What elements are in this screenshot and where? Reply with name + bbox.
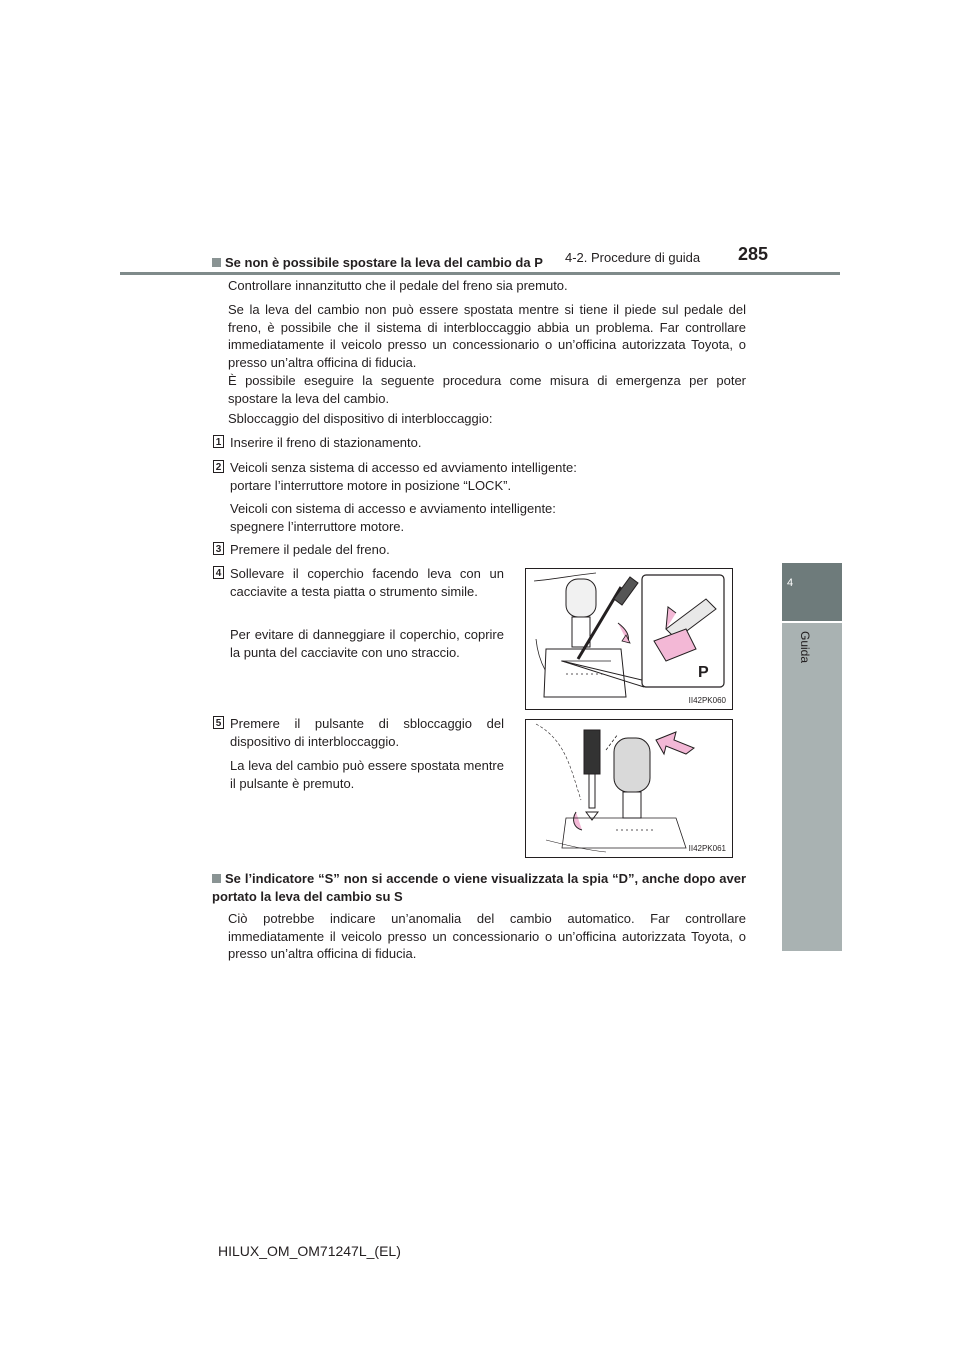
step-3-text: Premere il pedale del freno. bbox=[230, 542, 390, 557]
section1-paragraph-1: Controllare innanzitutto che il pedale del freno sia premuto. bbox=[228, 278, 568, 293]
section1-paragraph-3: È possibile eseguire la seguente procedura come misura di emergenza per poter spostare la leva del cambio. bbox=[228, 373, 746, 406]
step-5-note: La leva del cambio può essere spostata mentre il pulsante è premuto. bbox=[230, 758, 504, 791]
step-5-text: Premere il pulsante di sbloccaggio del dispositivo di interbloccaggio. bbox=[230, 716, 504, 749]
step-1-text: Inserire il freno di stazionamento. bbox=[230, 435, 422, 450]
step-2-text-b: portare l’interruttore motore in posizione “LOCK”. bbox=[230, 478, 512, 493]
step-number-1: 1 bbox=[213, 435, 224, 448]
chapter-tab-name bbox=[782, 623, 842, 951]
step-2-text-c: Veicoli con sistema di accesso e avviamento intelligente: bbox=[230, 501, 556, 516]
square-bullet-icon bbox=[212, 874, 221, 883]
chapter-tab-number bbox=[782, 563, 842, 621]
chapter-name: Guida bbox=[798, 631, 812, 664]
square-bullet-icon bbox=[212, 258, 221, 267]
figure-press-release bbox=[525, 719, 733, 858]
park-label: P bbox=[698, 664, 709, 681]
section-title: 4-2. Procedure di guida bbox=[565, 250, 701, 265]
step-number-3: 3 bbox=[213, 542, 224, 555]
section1-paragraph-2: Se la leva del cambio non può essere spostata mentre si tiene il piede sul pedale del freno, è possibile che il sistema di interbloccaggio abbia un problema. Far controllare immediatamente il veicolo presso un concessionario o un’officina autorizzata Toyota, o presso un’altra officina di fiducia. bbox=[228, 302, 746, 370]
step-number-2: 2 bbox=[213, 460, 224, 473]
step-4-note: Per evitare di danneggiare il coperchio, coprire la punta del cacciavite con uno straccio. bbox=[230, 627, 504, 660]
release-button-illustration bbox=[526, 720, 732, 857]
section1-heading: Se non è possibile spostare la leva del cambio da P bbox=[212, 254, 543, 272]
step-4-text: Sollevare il coperchio facendo leva con un cacciavite a testa piatta o strumento simile. bbox=[230, 566, 504, 599]
header-divider bbox=[120, 272, 840, 275]
shift-cover-illustration bbox=[526, 569, 732, 709]
document-code: HILUX_OM_OM71247L_(EL) bbox=[218, 1243, 401, 1259]
step-number-4: 4 bbox=[213, 566, 224, 579]
step-2-text-a: Veicoli senza sistema di accesso ed avviamento intelligente: bbox=[230, 460, 577, 475]
chapter-number: 4 bbox=[787, 577, 794, 589]
step-2-text-d: spegnere l’interruttore motore. bbox=[230, 519, 405, 534]
step-number-5: 5 bbox=[213, 716, 224, 729]
section1-paragraph-4: Sbloccaggio del dispositivo di interbloccaggio: bbox=[228, 411, 493, 426]
page-number: 285 bbox=[738, 244, 769, 264]
figure-code: II42PK061 bbox=[688, 844, 726, 853]
figure-code: II42PK060 bbox=[688, 696, 726, 705]
section2-heading: Se l’indicatore “S” non si accende o viene visualizzata la spia “D”, anche dopo aver portato la leva del cambio su S bbox=[212, 871, 746, 904]
section2-paragraph-1: Ciò potrebbe indicare un’anomalia del cambio automatico. Far controllare immediatamente il veicolo presso un concessionario o un’officina autorizzata Toyota, o presso un’altra officina di fiducia. bbox=[228, 911, 746, 961]
figure-lift-cover bbox=[525, 568, 733, 710]
